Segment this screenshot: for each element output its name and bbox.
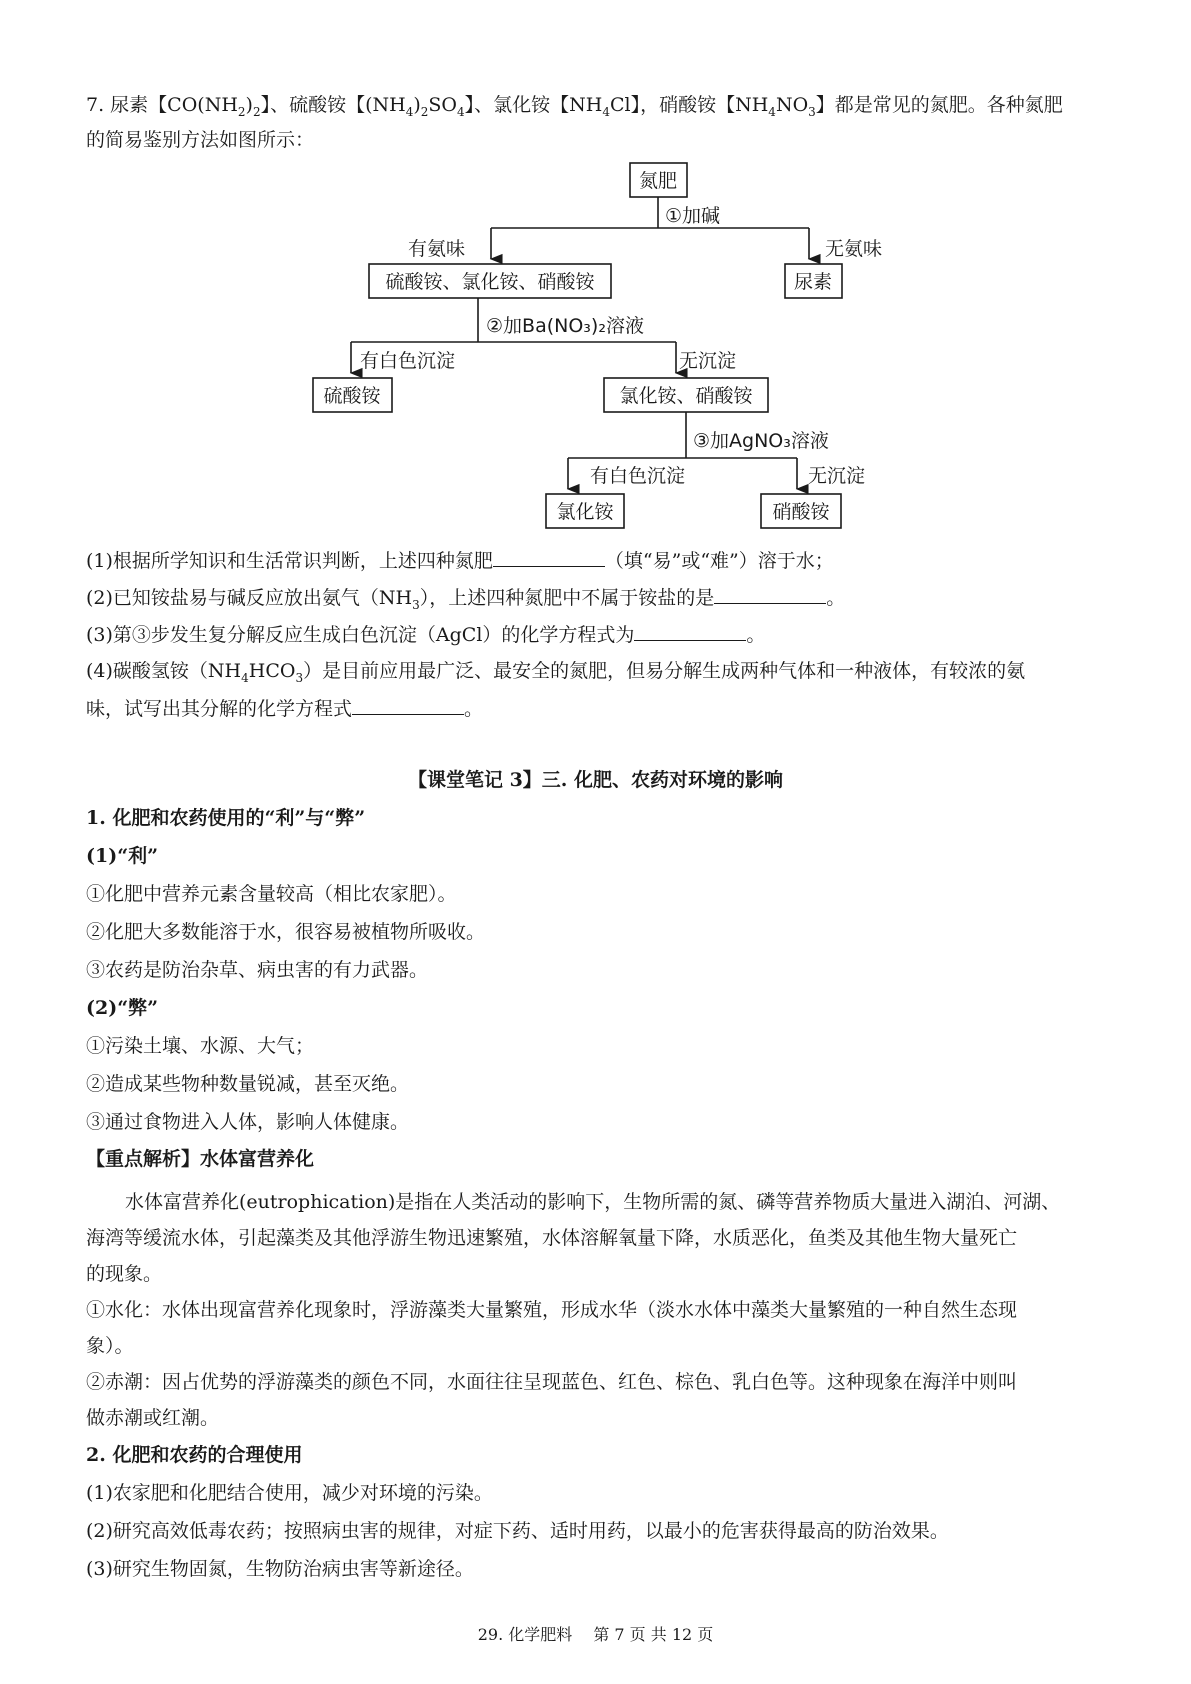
label-ammnit: 硝酸铵 xyxy=(772,501,830,523)
q7-intro-line2: 的简易鉴别方法如图所示： xyxy=(86,129,315,151)
answer-blank[interactable] xyxy=(714,585,826,604)
key-para-line2: 海湾等缓流水体，引起藻类及其他浮游生物迅速繁殖，水体溶解氧量下降，水质恶化，鱼类及其他生物大量死亡 xyxy=(86,1227,1018,1249)
q7-intro-line1 xyxy=(86,93,1063,117)
li-item-1: ①化肥中营养元素含量较高（相比农家肥）。 xyxy=(86,883,457,905)
sub: 2 xyxy=(252,104,261,119)
q7-part3 xyxy=(86,622,765,647)
key-water-line2: 象）。 xyxy=(86,1335,134,1357)
sub: 4 xyxy=(241,670,249,685)
sub: 2 xyxy=(420,104,429,119)
text: (1)根据所学知识和生活常识判断，上述四种氮肥 xyxy=(86,550,493,572)
answer-blank[interactable] xyxy=(493,548,605,567)
page-footer: 29. 化学肥料 第 7 页 共 12 页 xyxy=(477,1625,714,1644)
sub: 4 xyxy=(768,104,776,119)
li-item-2: ②化肥大多数能溶于水，很容易被植物所吸收。 xyxy=(86,921,486,943)
text: 】、硫酸铵【(NH xyxy=(260,94,406,116)
label-step1: ①加碱 xyxy=(665,205,721,227)
li-title: (1)“利” xyxy=(86,845,159,867)
text: 味，试写出其分解的化学方程式 xyxy=(86,698,353,720)
text: 。 xyxy=(464,698,484,720)
text: SO xyxy=(428,94,457,116)
text: (2)已知铵盐易与碱反应放出氨气（NH xyxy=(86,587,413,609)
label-right3: 无沉淀 xyxy=(808,465,866,487)
answer-blank[interactable] xyxy=(352,696,464,715)
q7-part4-line2 xyxy=(86,696,483,721)
key-redtide-line2: 做赤潮或红潮。 xyxy=(86,1407,220,1429)
text: Cl】，硝酸铵【NH xyxy=(609,94,769,116)
text: 7. 尿素【CO(NH xyxy=(86,94,238,116)
text: (4)碳酸氢铵（NH xyxy=(86,660,242,682)
q7-part2 xyxy=(86,585,845,610)
key-para-line1: 水体富营养化(eutrophication)是指在人类活动的影响下，生物所需的氮、磷等营养物质大量进入湖泊、河湖、 xyxy=(125,1191,1061,1213)
notes-heading: 【课堂笔记 3】三. 化肥、农药对环境的影响 xyxy=(407,769,784,791)
sub: 3 xyxy=(295,670,304,685)
label-step3: ③加AgNO₃溶液 xyxy=(693,430,829,452)
text: ），上述四种氮肥中不属于铵盐的是 xyxy=(419,587,715,609)
nitrogen-fertilizer-flowchart xyxy=(0,160,1191,540)
text: ) xyxy=(413,94,421,116)
q7-part1 xyxy=(86,548,834,573)
sub: 3 xyxy=(808,104,816,119)
label-urea: 尿素 xyxy=(793,271,833,293)
section2-item-1: (1)农家肥和化肥结合使用，减少对环境的污染。 xyxy=(86,1482,493,1504)
label-left1: 有氨味 xyxy=(408,238,466,260)
bi-item-2: ②造成某些物种数量锐减，甚至灭绝。 xyxy=(86,1073,410,1095)
text: ) xyxy=(245,94,253,116)
text: (3)第③步发生复分解反应生成白色沉淀（AgCl）的化学方程式为 xyxy=(86,624,635,646)
label-step2: ②加Ba(NO₃)₂溶液 xyxy=(486,315,644,337)
q7-part4-line1 xyxy=(86,659,1025,683)
text: ）是目前应用最广泛、最安全的氮肥，但易分解生成两种气体和一种液体，有较浓的氨 xyxy=(303,660,1026,682)
bi-item-1: ①污染土壤、水源、大气； xyxy=(86,1035,315,1057)
label-ammsulf: 硫酸铵 xyxy=(323,385,381,407)
bi-item-3: ③通过食物进入人体，影响人体健康。 xyxy=(86,1111,410,1133)
bi-title: (2)“弊” xyxy=(86,997,159,1019)
text: 。 xyxy=(746,624,766,646)
sub: 4 xyxy=(405,104,414,119)
label-mix3: 硫酸铵、氯化铵、硝酸铵 xyxy=(385,271,595,293)
li-item-3: ③农药是防治杂草、病虫害的有力武器。 xyxy=(86,959,429,981)
label-root: 氮肥 xyxy=(638,170,678,192)
text: 。 xyxy=(826,587,846,609)
sub: 4 xyxy=(457,104,465,119)
key-water-line1: ①水化：水体出现富营养化现象时，浮游藻类大量繁殖，形成水华（淡水水体中藻类大量繁殖的一种自然生态现 xyxy=(86,1299,1018,1321)
label-left3: 有白色沉淀 xyxy=(590,465,686,487)
text: （填“易”或“难”）溶于水； xyxy=(604,550,834,572)
sub: 3 xyxy=(412,597,420,612)
key-redtide-line1: ②赤潮：因占优势的浮游藻类的颜色不同，水面往往呈现蓝色、红色、棕色、乳白色等。这种现象在海洋中则叫 xyxy=(86,1371,1018,1393)
section2-item-3: (3)研究生物固氮，生物防治病虫害等新途径。 xyxy=(86,1558,474,1580)
label-right2: 无沉淀 xyxy=(679,350,737,372)
sub: 2 xyxy=(237,104,246,119)
key-title: 【重点解析】水体富营养化 xyxy=(86,1148,315,1170)
text: NO xyxy=(775,94,809,116)
label-ammchl: 氯化铵 xyxy=(556,501,614,523)
section2-title: 2. 化肥和农药的合理使用 xyxy=(86,1444,303,1466)
answer-blank[interactable] xyxy=(634,622,746,641)
key-para-line3: 的现象。 xyxy=(86,1263,163,1285)
text: 】都是常见的氮肥。各种氮肥 xyxy=(815,94,1063,116)
text: 】、氯化铵【NH xyxy=(464,94,603,116)
text: HCO xyxy=(248,660,296,682)
label-right1: 无氨味 xyxy=(825,238,883,260)
label-mix2: 氯化铵、硝酸铵 xyxy=(619,385,753,407)
label-left2: 有白色沉淀 xyxy=(360,350,456,372)
section2-item-2: (2)研究高效低毒农药；按照病虫害的规律，对症下药、适时用药，以最小的危害获得最高的防治效果。 xyxy=(86,1520,949,1542)
sub: 4 xyxy=(602,104,610,119)
section1-title: 1. 化肥和农药使用的“利”与“弊” xyxy=(86,807,366,829)
